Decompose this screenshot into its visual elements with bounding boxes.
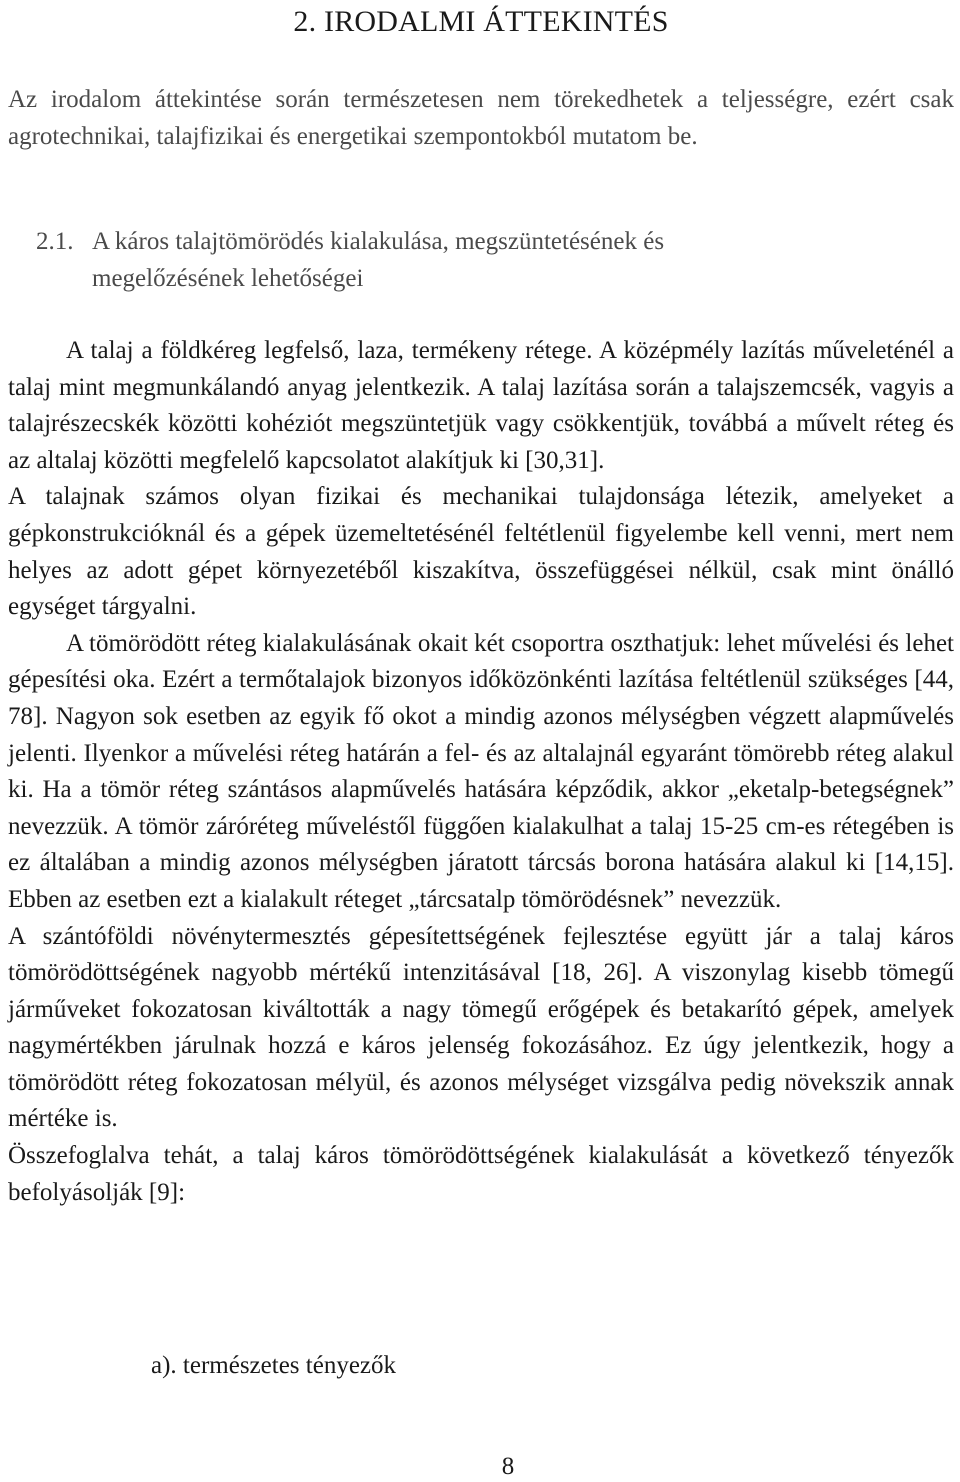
intro-paragraph: Az irodalom áttekintése során természetesen nem törekedhetek a teljességre, ezért csak agrotechnikai, talajfizikai és energetikai szempontokból mutatom be. <box>8 86 954 150</box>
paragraph: A talajnak számos olyan fizikai és mechanikai tulajdonsága létezik, amelyeket a gépkonstrukcióknál és a gépek üzemeltetésénél feltétlenül figyelembe kell venni, mert nem helyes az adott gépet környezetéből kiszakítva, összefüggései nélkül, csak mint önálló egységet tárgyalni. <box>8 483 954 621</box>
paragraph: A talaj a földkéreg legfelső, laza, termékeny rétege. A középmély lazítás műveleténél a talaj mint megmunkálandó anyag jelentkezik. A talaj lazítása során a talajszemcsék, vagyis a talajrészecskék közötti kohéziót megszüntetjük vagy csökkentjük, továbbá a művelt réteg és az altalaj közötti megfelelő kapcsolatot alakítjuk ki [30,31]. <box>8 337 954 474</box>
list-item: a). természetes tényezők <box>151 1352 397 1379</box>
section-body <box>8 333 954 1211</box>
section-heading <box>36 224 936 297</box>
paragraph: A szántóföldi növénytermesztés gépesítettségének fejlesztése együtt jár a talaj káros tömörödöttségének nagyobb mértékű intenzitásával [18, 26]. A viszonylag kisebb tömegű járműveket fokozatosan kiváltották a nagy tömegű erőgépek és betakarító gépek, amelyek nagymértékben járulnak hozzá e káros jelenség fokozásához. Ez úgy jelentkezik, hogy a tömörödött réteg fokozatosan mélyül, és azonos mélységet vizsgálva pedig növekszik annak mértéke is. <box>8 922 954 1133</box>
section-title-line2: megelőzésének lehetőségei <box>92 264 364 292</box>
page-number: 8 <box>501 1453 515 1480</box>
paragraph: Összefoglalva tehát, a talaj káros tömörödöttségének kialakulását a következő tényezők befolyásolják [9]: <box>8 1142 954 1206</box>
section-title-line1: A káros talajtömörödés kialakulása, megszüntetésének és <box>92 228 665 255</box>
section-number: 2.1. <box>36 228 74 255</box>
paragraph: A tömörödött réteg kialakulásának okait két csoportra oszthatjuk: lehet művelési és lehet gépesítési oka. Ezért a termőtalajok bizonyos időközönkénti lazítása feltétlenül szükséges [44, 78]. Nagyon sok esetben az egyik fő okot a mindig azonos mélységben végzett alapművelés jelenti. Ilyenkor a művelési réteg határán a fel- és az altalajnál egyaránt tömörebb réteg alakul ki. Ha a tömör réteg szántásos alapművelés hatására képződik, akkor „eketalp-betegségnek” nevezzük. A tömör záróréteg műveléstől függően kialakulhat a talaj 15-25 cm-es rétegében is ez általában a mindig azonos mélységben járatott tárcsás borona hatására alakul ki [14,15]. Ebben az esetben ezt a kialakult réteget „tárcsatalp tömörödésnek” nevezzük. <box>8 629 954 913</box>
chapter-title: 2. IRODALMI ÁTTEKINTÉS <box>293 5 669 38</box>
